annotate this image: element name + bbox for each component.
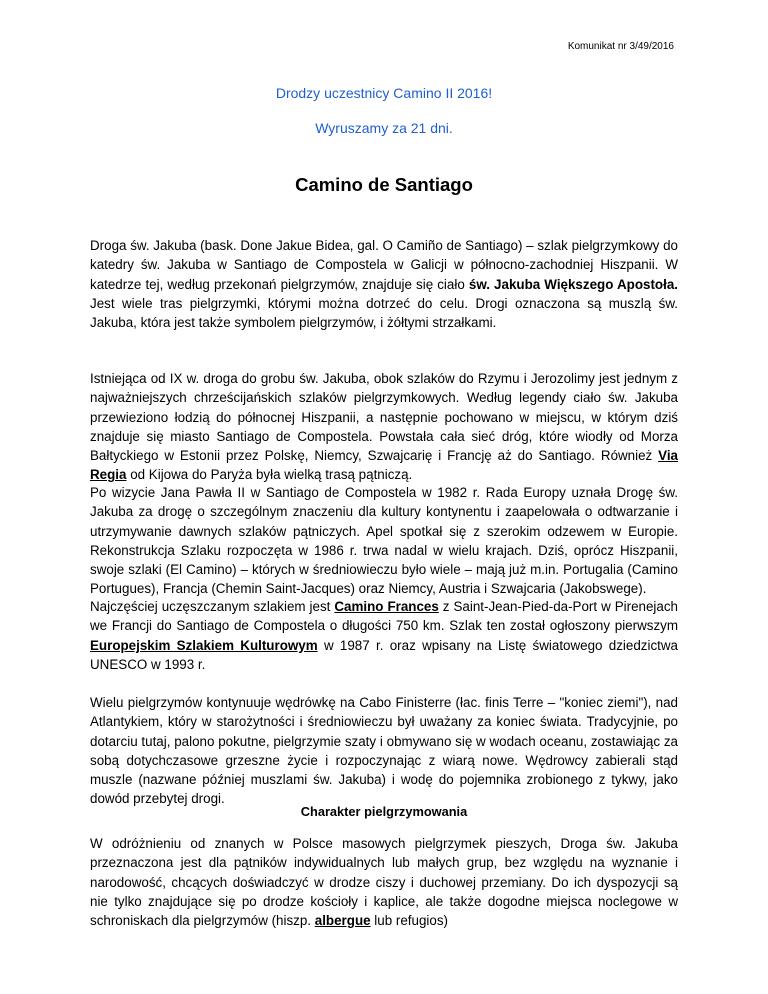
text: Droga św. Jakuba (bask. Done Jakue Bidea, gal. O Camiño de Santiago) – szlak pielgrzymkowy do katedry św. Jakuba w Santiago de Compostela w Galicji w północno-zachodniej Hiszpanii. W katedrze tej, według przekonań pielgrzymów, znajduje się ciało <box>90 238 678 292</box>
greeting-line: Drodzy uczestnicy Camino II 2016! <box>275 85 493 101</box>
via-regia-link[interactable]: Via Regia <box>90 448 678 483</box>
paragraph-camino-frances <box>90 597 678 674</box>
page-title: Camino de Santiago <box>295 174 473 195</box>
text: lub refugios) <box>370 913 448 929</box>
text: W odróżnieniu od znanych w Polsce masowych pielgrzymek pieszych, Droga św. Jakuba przeznaczona jest dla pątników indywidualnych lub małych grup, bez względu na wyznanie i narodowość, chcących doświadczyć w drodze ciszy i duchowej przemiany. Do ich dyspozycji są nie tylko znajdujące się po drodze kościoły i kaplice, ale także dogodne miejsca noclegowe w schroniskach dla pielgrzymów (hiszp. <box>90 836 678 929</box>
paragraph-pilgrimage-character <box>90 834 678 930</box>
paragraph-intro <box>90 236 678 332</box>
text: Jest wiele tras pielgrzymki, którymi można dotrzeć do celu. Drogi oznaczona są muszlą św. Jakuba, która jest także symbolem pielgrzymów, i żółtymi strzałkami. <box>90 295 678 331</box>
paragraph-history <box>90 369 678 485</box>
camino-frances-link[interactable]: Camino Frances <box>334 599 439 614</box>
text: Istniejąca od IX w. droga do grobu św. Jakuba, obok szlaków do Rzymu i Jerozolimy jest jednym z najważniejszych chrześcijańskich szlaków pielgrzymkowych. Według legendy ciało św. Jakuba przewieziono łodzią do północnej Hiszpanii, a następnie pochowano w miejscu, w którym dziś znajduje się miasto Santiago de Compostela. Powstała cała sieć dróg, które wiodły od Morza Bałtyckiego w Estonii przez Polskę, Niemcy, Szwajcarię i Francję aż do Santiago. Również <box>90 371 678 464</box>
section-heading: Charakter pielgrzymowania <box>300 804 468 819</box>
paragraph-finisterre: Wielu pielgrzymów kontynuuje wędrówkę na Cabo Finisterre (łac. finis Terre – "koniec ziemi"), nad Atlantykiem, który w starożytności i średniowieczu był uważany za koniec świata. Tradycyjnie, po dotarciu tutaj, palono pokutne, pielgrzymie szaty i obmywano się w wodach oceanu, zostawiając za sobą dotychczasowe grzeszne życie i rozpoczynając z wiarą nowe. Wędrowcy zabierali stąd muszle (nazwane później muszlami św. Jakuba) i wodę do pojemnika zrobionego z tykwy, jako dowód przebytej drogi. <box>90 695 678 807</box>
albergue-link[interactable]: albergue <box>314 913 371 929</box>
text: od Kijowa do Paryża była wielką trasą pątniczą. <box>126 467 413 483</box>
communique-number: Komunikat nr 3/49/2016 <box>567 41 674 52</box>
text: z Saint-Jean-Pied-da-Port w Pirenejach we Francji do Santiago de Compostela o długości 750 km. Szlak ten został ogłoszony pierwszym <box>90 599 679 634</box>
text: Najczęściej uczęszczanym szlakiem jest <box>90 599 335 614</box>
bold-apostle-name: św. Jakuba Większego Apostoła. <box>468 276 678 292</box>
countdown-line: Wyruszamy za 21 dni. <box>315 120 453 136</box>
paragraph-council-of-europe: Po wizycie Jana Pawła II w Santiago de Compostela w 1982 r. Rada Europy uznała Drogę św. Jakuba za drogę o szczególnym znaczeniu dla kultury kontynentu i zaapelowała o odtwarzanie i utrzymywanie dawnych szlaków pątniczych. Apel spotkał się z szerokim odzewem w Europie. Rekonstrukcja Szlaku rozpoczęta w 1986 r. trwa nadal w wielu krajach. Dziś, oprócz Hiszpanii, swoje szlaki (El Camino) – których w średniowieczu było wiele – mają już m.in. Portugalia (Camino Portugues), Francja (Chemin Saint-Jacques) oraz Niemcy, Austria i Szwajcaria (Jakobswege). <box>90 485 678 597</box>
cultural-route-link[interactable]: Europejskim Szlakiem Kulturowym <box>90 637 318 653</box>
text: w 1987 r. oraz wpisany na Listę światowego dziedzictwa UNESCO w 1993 r. <box>90 637 679 672</box>
